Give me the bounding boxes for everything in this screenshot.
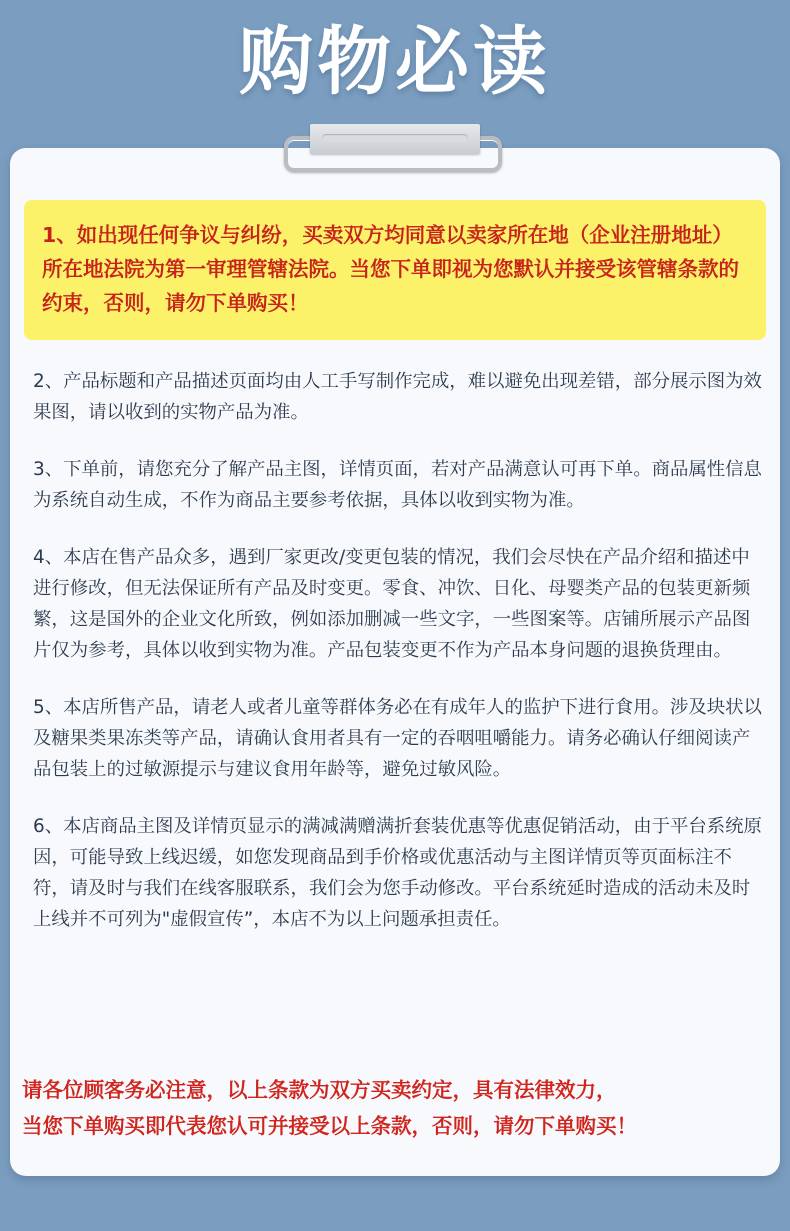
clipboard-clip-icon: [282, 124, 508, 180]
rule-item-3: 3、下单前，请您充分了解产品主图，详情页面，若对产品满意认可再下单。商品属性信息为系统自动生成，不作为商品主要参考依据，具体以收到实物为准。: [33, 459, 762, 511]
jurisdiction-notice-box: [24, 200, 766, 340]
footer-warning-line-1: 请各位顾客务必注意，以上条款为双方买卖约定，具有法律效力，: [22, 1078, 617, 1102]
footer-warning: [22, 1072, 774, 1144]
page-title: 购物必读: [239, 19, 551, 105]
rule-item-2: 2、产品标题和产品描述页面均由人工手写制作完成，难以避免出现差错，部分展示图为效果图，请以收到的实物产品为准。: [33, 371, 762, 423]
jurisdiction-notice-text: 1、如出现任何争议与纠纷，买卖双方均同意以卖家所在地（企业注册地址）所在地法院为第一审理管辖法院。当您下单即视为您默认并接受该管辖条款的约束，否则，请勿下单购买！: [42, 223, 739, 315]
rule-item-6: 6、本店商品主图及详情页显示的满减满赠满折套装优惠等优惠促销活动，由于平台系统原因，可能导致上线迟缓，如您发现商品到手价格或优惠活动与主图详情页等页面标注不符，请及时与我们在线客服联系，我们会为您手动修改。平台系统延时造成的活动未及时上线并不可列为"虚假宣传”，本店不为以上问题承担责任。: [33, 816, 762, 930]
rule-item-5: 5、本店所售产品，请老人或者儿童等群体务必在有成年人的监护下进行食用。涉及块状以及糖果类果冻类等产品，请确认食用者具有一定的吞咽咀嚼能力。请务必确认仔细阅读产品包装上的过敏源提示与建议食用年龄等，避免过敏风险。: [33, 697, 762, 780]
clip-slot: [322, 134, 468, 142]
rules-list: [33, 366, 765, 961]
rule-item-4: 4、本店在售产品众多，遇到厂家更改/变更包装的情况，我们会尽快在产品介绍和描述中进行修改，但无法保证所有产品及时变更。零食、冲饮、日化、母婴类产品的包装更新频繁，这是国外的企业文化所致，例如添加删减一些文字，一些图案等。店铺所展示产品图片仅为参考，具体以收到实物为准。产品包装变更不作为产品本身问题的退换货理由。: [33, 547, 751, 661]
footer-warning-line-2: 当您下单购买即代表您认可并接受以上条款，否则，请勿下单购买！: [22, 1114, 637, 1138]
